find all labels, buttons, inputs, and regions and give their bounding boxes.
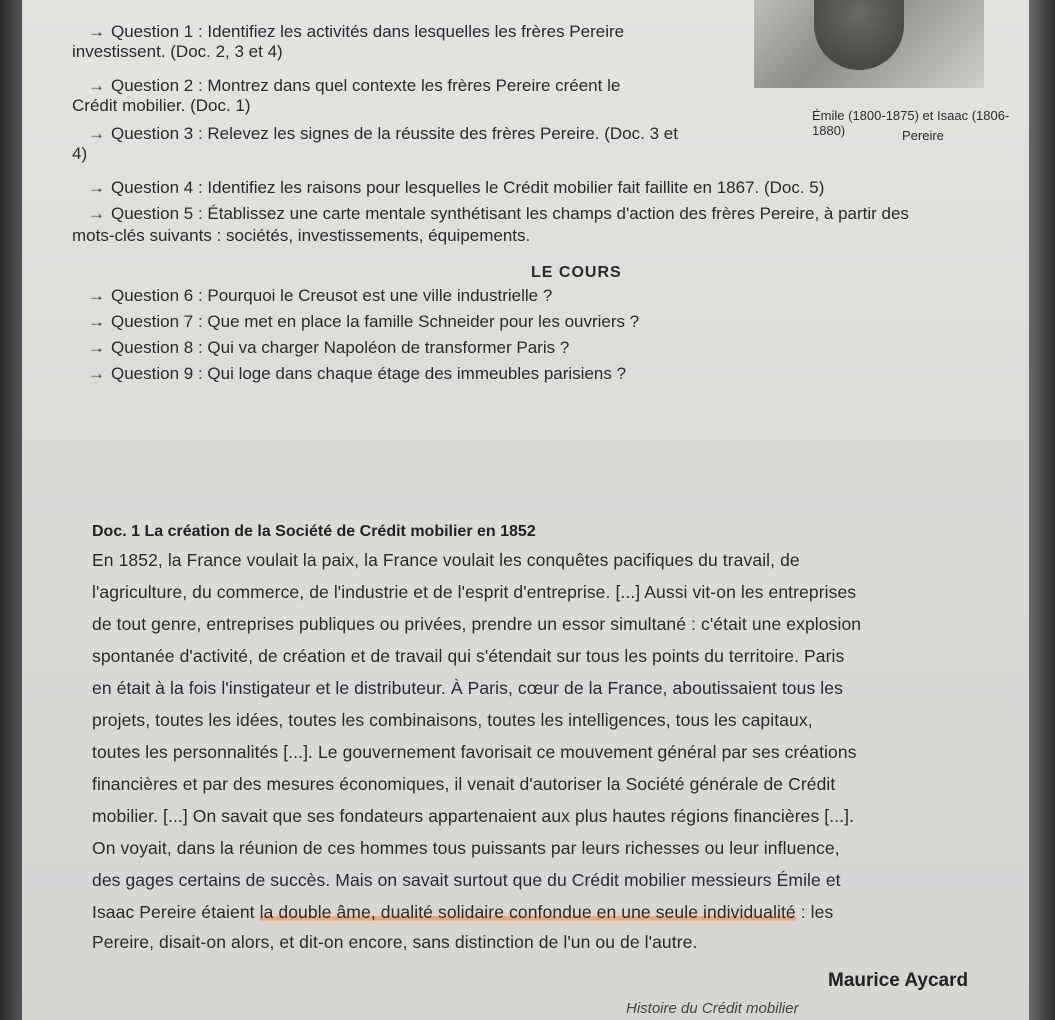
question-2: → Question 2 : Montrez dans quel contexte les frères Pereire créent le [88,76,621,95]
arrow-right-icon: → [88,22,105,41]
arrow-right-icon: → [88,312,105,331]
source-title: Histoire du Crédit mobilier [626,1000,799,1017]
portrait-caption-line1: Émile (1800-1875) et Isaac (1806-1880) [812,108,1010,138]
question-1-cont: investissent. (Doc. 2, 3 et 4) [72,42,283,61]
question-5: → Question 5 : Établissez une carte mentale synthétisant les champs d'action des frères Pereire, à partir des [88,204,909,223]
question-7: → Question 7 : Que met en place la famille Schneider pour les ouvriers ? [88,312,640,331]
portrait-figure [814,0,904,70]
question-3-cont: 4) [72,144,88,163]
portrait-caption-line2: Pereire [902,128,944,143]
question-1: → Question 1 : Identifiez les activités dans lesquelles les frères Pereire [88,22,625,41]
question-6: → Question 6 : Pourquoi le Creusot est une ville industrielle ? [88,286,553,305]
arrow-right-icon: → [88,338,105,357]
doc-line: des gages certains de succès. Mais on savait surtout que du Crédit mobilier messieurs Émile et [92,870,841,890]
section-heading: LE COURS [531,264,622,281]
doc-line: toutes les personnalités [...]. Le gouvernement favorisait ce mouvement général par ses créations [92,742,857,762]
doc-line: de tout genre, entreprises publiques ou privées, prendre un essor simultané : c'était une explosion [92,614,862,634]
doc-line: mobilier. [...] On savait que ses fondateurs appartenaient aux plus hautes régions financières [...]. [92,806,855,826]
doc-line: financières et par des mesures économiques, il venait d'autoriser la Société générale de Crédit [92,774,836,794]
author-name: Maurice Aycard [828,970,969,991]
question-4: → Question 4 : Identifiez les raisons pour lesquelles le Crédit mobilier fait faillite en 1867. (Doc. 5) [88,178,825,197]
question-3: → Question 3 : Relevez les signes de la réussite des frères Pereire. (Doc. 3 et [88,124,678,143]
doc-title: Doc. 1 La création de la Société de Crédit mobilier en 1852 [92,523,536,540]
doc-line: Pereire, disait-on alors, et dit-on encore, sans distinction de l'un ou de l'autre. [92,932,698,952]
doc-line: en était à la fois l'instigateur et le distributeur. À Paris, cœur de la France, aboutissaient tous les [92,678,843,698]
document-page [22,0,1032,1020]
doc-line: On voyait, dans la réunion de ces hommes tous puissants par leurs richesses ou leur influence, [92,838,840,858]
doc-line: l'agriculture, du commerce, de l'industrie et de l'esprit d'entreprise. [...] Aussi vit-on les entreprises [92,582,857,602]
pereire-portrait-image [754,0,984,88]
question-2-cont: Crédit mobilier. (Doc. 1) [72,96,251,115]
doc-line: projets, toutes les idées, toutes les combinaisons, toutes les intelligences, tous les capitaux, [92,710,813,730]
arrow-right-icon: → [88,364,105,383]
arrow-right-icon: → [88,76,105,95]
question-8: → Question 8 : Qui va charger Napoléon de transformer Paris ? [88,338,570,357]
background-edge-right [1029,0,1055,1020]
highlighted-phrase: la double âme, dualité solidaire confondue en une seule individualité [259,902,796,922]
background-edge-left [0,0,24,1020]
doc-line-highlighted: Isaac Pereire étaient la double âme, dualité solidaire confondue en une seule individualité : les [92,902,834,922]
doc-line: spontanée d'activité, de création et de travail qui s'étendait sur tous les points du territoire. Paris [92,646,845,666]
arrow-right-icon: → [88,286,105,305]
question-9: → Question 9 : Qui loge dans chaque étage des immeubles parisiens ? [88,364,627,383]
arrow-right-icon: → [88,124,105,143]
arrow-right-icon: → [88,178,105,197]
arrow-right-icon: → [88,204,105,223]
question-5-cont: mots-clés suivants : sociétés, investissements, équipements. [72,226,531,245]
doc-line: En 1852, la France voulait la paix, la France voulait les conquêtes pacifiques du travail, de [92,550,800,570]
